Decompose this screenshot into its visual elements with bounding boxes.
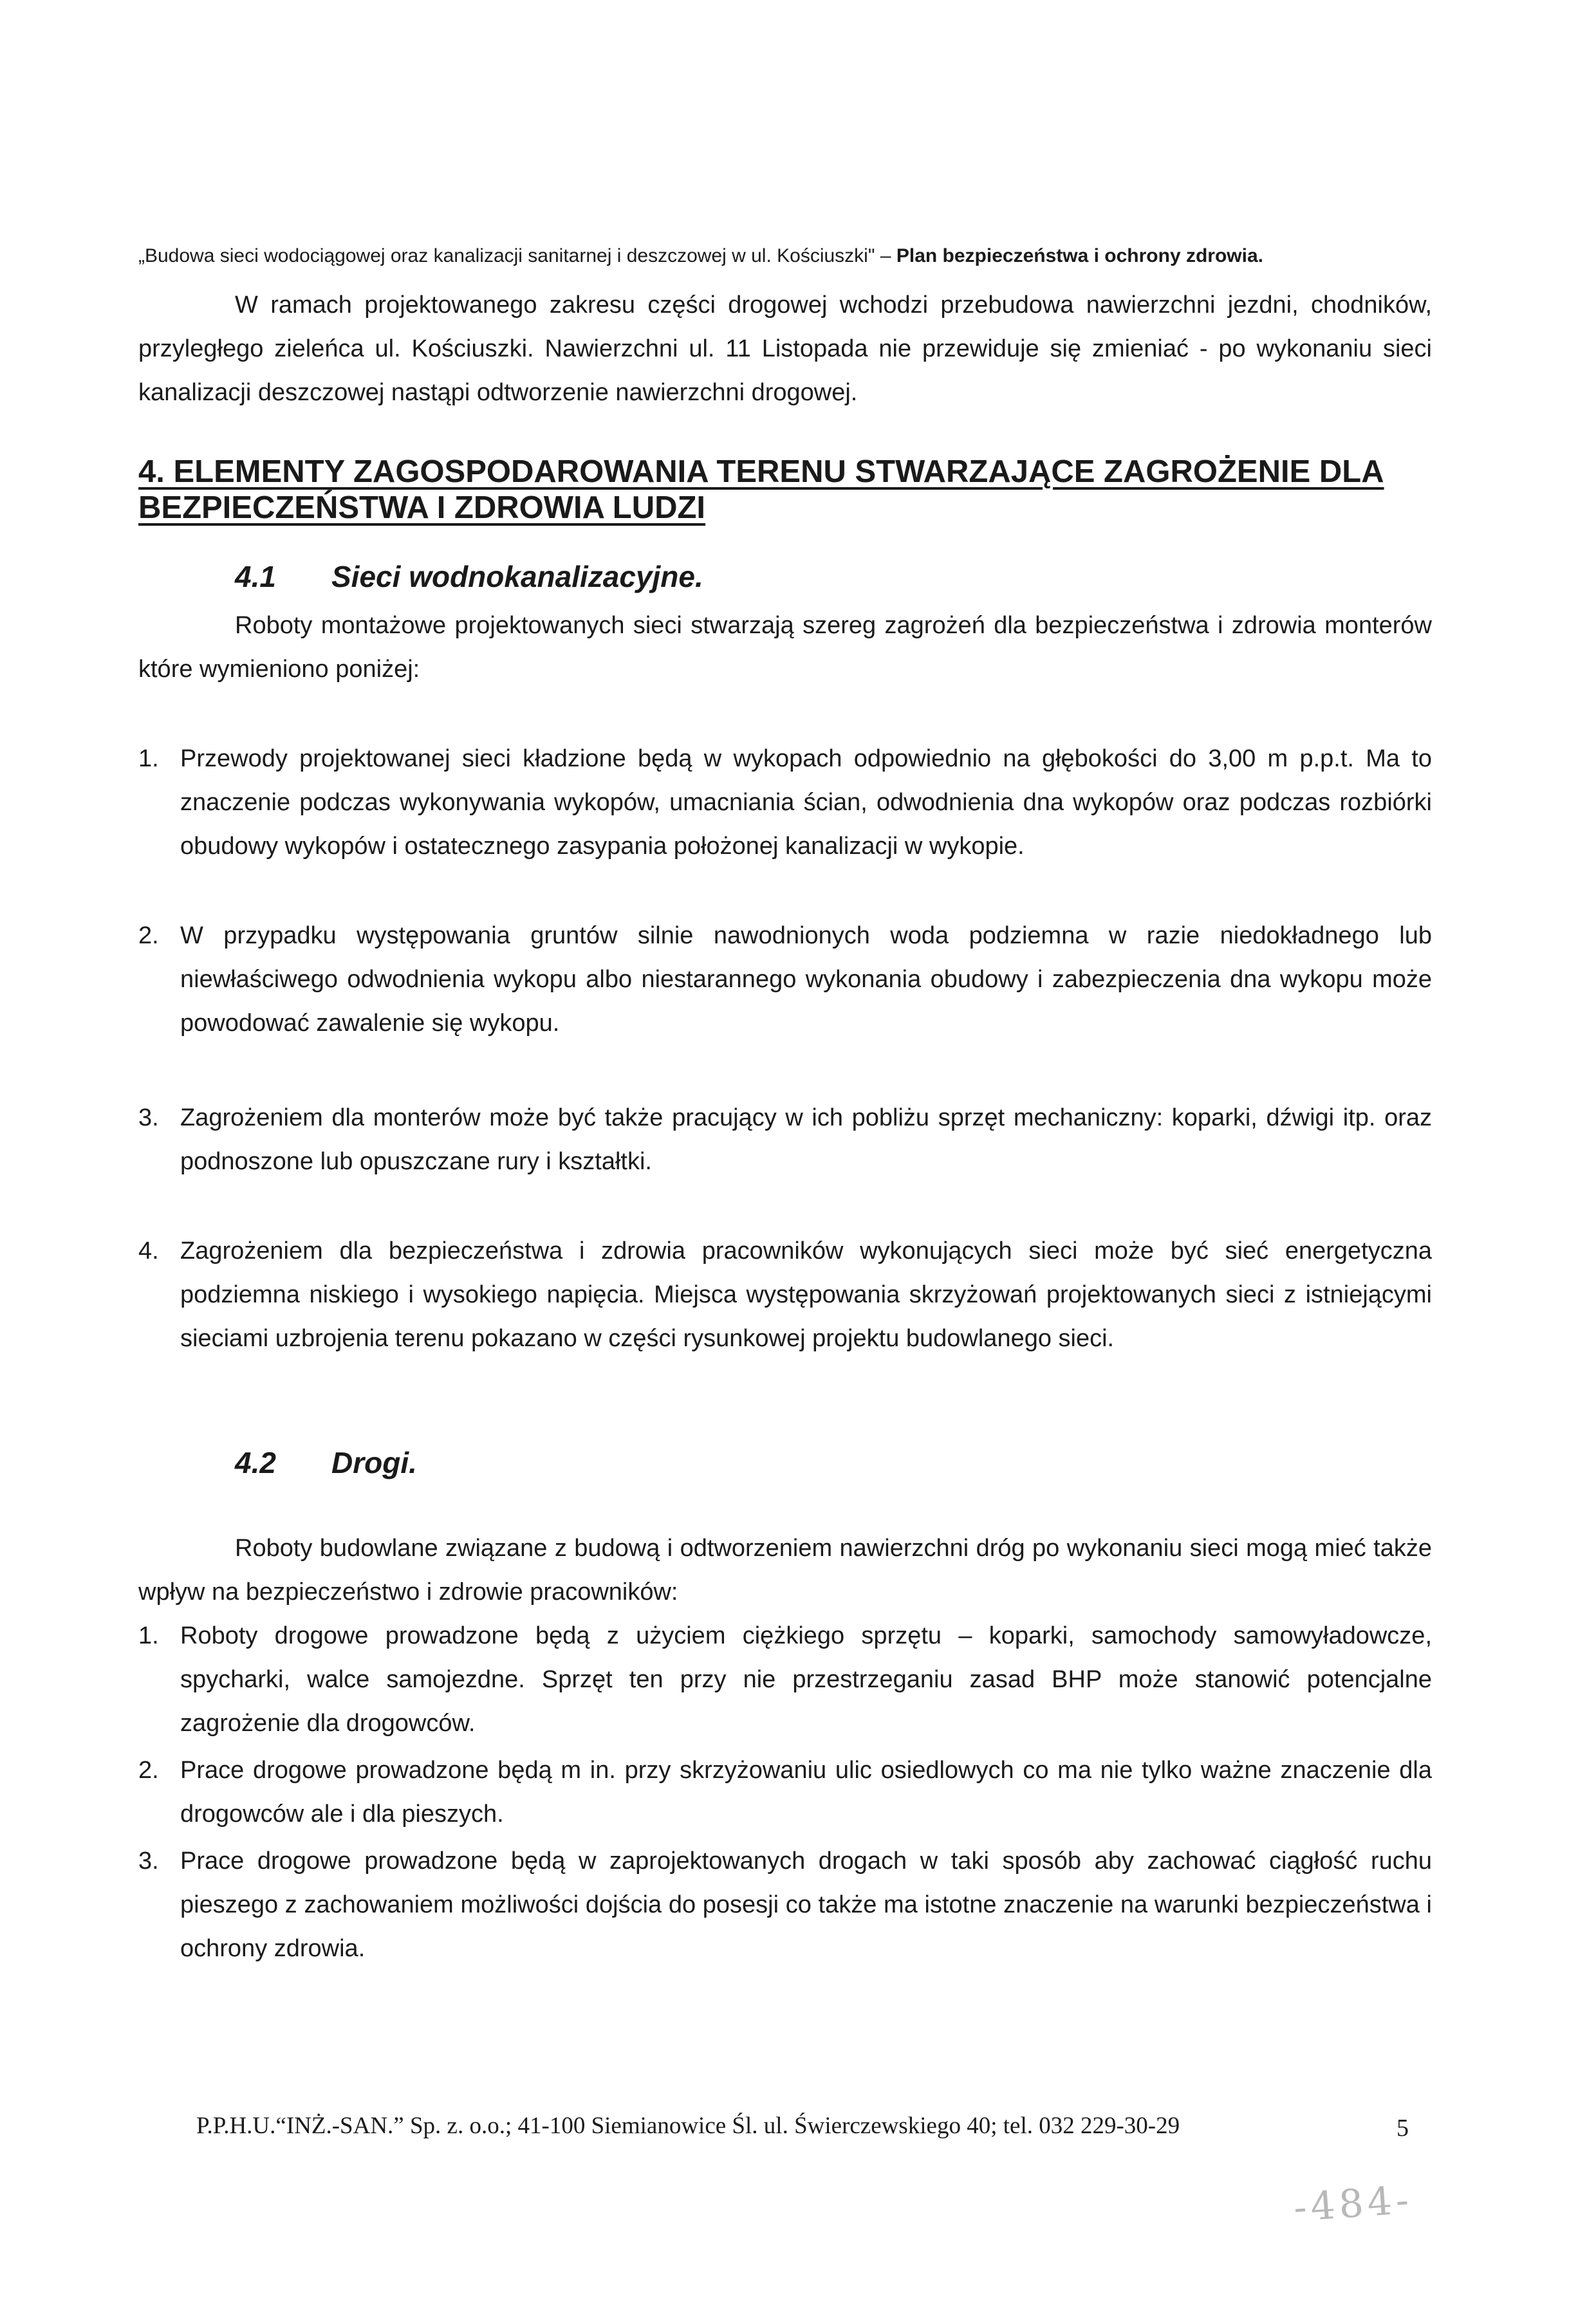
- list-item-text: Zagrożeniem dla monterów może być także pracujący w ich pobliżu sprzęt mechaniczny: koparki, dźwigi itp. oraz podnoszone lub opuszczane rury i kształtki.: [180, 1104, 1432, 1175]
- list-item: [138, 1839, 1432, 1970]
- subsection-4-2-intro: Roboty budowlane związane z budową i odtworzeniem nawierzchni dróg po wykonaniu sieci mogą mieć także wpływ na bezpieczeństwo i zdrowie pracowników:: [138, 1535, 1432, 1606]
- list-item: [138, 1748, 1432, 1836]
- list-item-number: 1.: [138, 1622, 159, 1649]
- list-item: [138, 1096, 1432, 1183]
- header-plan-title: Plan bezpieczeństwa i ochrony zdrowia.: [896, 245, 1263, 266]
- list-item-text: Przewody projektowanej sieci kładzione będą w wykopach odpowiednio na głębokości do 3,00 m p.p.t. Ma to znaczenie podczas wykonywania wykopów, umacniania ścian, odwodnienia dna wykopów oraz podczas rozbiórki obudowy wykopów i ostatecznego zasypania położonej kanalizacji w wykopie.: [180, 745, 1432, 860]
- list-item-number: 2.: [138, 1757, 159, 1784]
- intro-paragraph: W ramach projektowanego zakresu części drogowej wchodzi przebudowa nawierzchni jezdni, chodników, przyległego zieleńca ul. Kościuszki. Nawierzchni ul. 11 Listopada nie przewiduje się zmieniać - po wykonaniu sieci kanalizacji deszczowej nastąpi odtworzenie nawierzchni drogowej.: [138, 292, 1432, 406]
- list-item-number: 4.: [138, 1237, 159, 1265]
- section-4-heading: 4. ELEMENTY ZAGOSPODAROWANIA TERENU STWARZAJĄCE ZAGROŻENIE DLA BEZPIECZEŃSTWA I ZDROWIA LUDZI: [138, 454, 1384, 525]
- list-item-text: Prace drogowe prowadzone będą w zaprojektowanych drogach w taki sposób aby zachować ciągłość ruchu pieszego z zachowaniem możliwości dojścia do posesji co także ma istotne znaczenie na warunki bezpieczeństwa i ochrony zdrowia.: [180, 1848, 1432, 1962]
- subsection-4-1-heading: [235, 559, 703, 595]
- list-item: [138, 914, 1432, 1045]
- list-item-number: 2.: [138, 922, 159, 949]
- subsection-4-1-intro: Roboty montażowe projektowanych sieci stwarzają szereg zagrożeń dla bezpieczeństwa i zdrowia monterów które wymieniono poniżej:: [138, 612, 1432, 683]
- page-footer: P.P.H.U.“INŻ.-SAN.” Sp. z. o.o.; 41-100 Siemianowice Śl. ul. Świerczewskiego 40; tel. 032 229-30-29: [196, 2113, 1180, 2139]
- list-item: [138, 737, 1432, 868]
- subsection-4-2-number: 4.2: [235, 1446, 276, 1479]
- header-project-title: „Budowa sieci wodociągowej oraz kanalizacji sanitarnej i deszczowej w ul. Kościuszki": [138, 245, 875, 266]
- page-number: 5: [1396, 2115, 1409, 2142]
- subsection-4-1-title: Sieci wodnokanalizacyjne.: [331, 560, 703, 593]
- list-item-text: W przypadku występowania gruntów silnie nawodnionych woda podziemna w razie niedokładnego lub niewłaściwego odwodnienia wykopu albo niestarannego wykonania obudowy i zabezpieczenia dna wykopu może powodować zawalenie się wykopu.: [180, 922, 1432, 1037]
- list-item-text: Prace drogowe prowadzone będą m in. przy skrzyżowaniu ulic osiedlowych co ma nie tylko ważne znaczenie dla drogowców ale i dla pieszych.: [180, 1757, 1432, 1828]
- subsection-4-2-title: Drogi.: [331, 1446, 417, 1479]
- list-item-number: 3.: [138, 1104, 159, 1131]
- handwritten-page-mark: -484-: [1292, 2177, 1415, 2231]
- header-separator: –: [875, 245, 896, 266]
- list-item-text: Roboty drogowe prowadzone będą z użyciem ciężkiego sprzętu – koparki, samochody samowyładowcze, spycharki, walce samojezdne. Sprzęt ten przy nie przestrzeganiu zasad BHP może stanowić potencjalne zagrożenie dla drogowców.: [180, 1622, 1432, 1737]
- list-item-number: 1.: [138, 745, 159, 772]
- list-item: [138, 1614, 1432, 1745]
- subsection-4-2-heading: [235, 1445, 417, 1481]
- subsection-4-1-number: 4.1: [235, 560, 276, 593]
- list-item: [138, 1229, 1432, 1360]
- list-item-text: Zagrożeniem dla bezpieczeństwa i zdrowia pracowników wykonujących sieci może być sieć energetyczna podziemna niskiego i wysokiego napięcia. Miejsca występowania skrzyżowań projektowanych sieci z istniejącymi sieciami uzbrojenia terenu pokazano w części rysunkowej projektu budowlanego sieci.: [180, 1237, 1432, 1352]
- page-header: [138, 243, 1458, 269]
- list-item-number: 3.: [138, 1848, 159, 1875]
